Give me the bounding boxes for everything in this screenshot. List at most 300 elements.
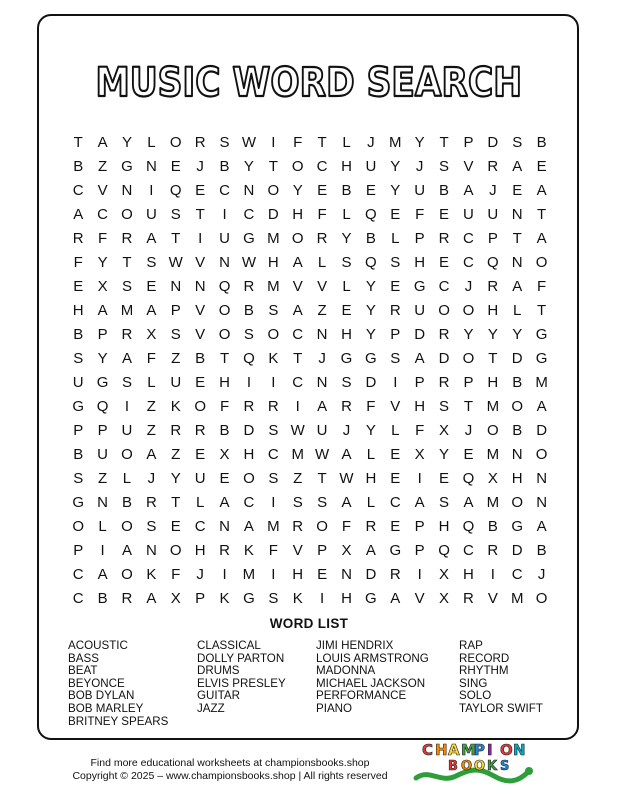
grid-letter[interactable]: J xyxy=(196,565,204,583)
grid-letter[interactable]: U xyxy=(414,301,426,319)
grid-letter[interactable]: V xyxy=(463,157,474,175)
grid-letter[interactable]: B xyxy=(365,229,376,247)
grid-letter[interactable]: Z xyxy=(98,469,108,487)
grid-letter[interactable]: A xyxy=(97,565,108,583)
grid-letter[interactable]: K xyxy=(146,565,157,583)
grid-letter[interactable]: H xyxy=(365,469,377,487)
grid-letter[interactable]: R xyxy=(438,373,450,391)
grid-letter[interactable]: G xyxy=(243,229,255,247)
grid-letter[interactable]: W xyxy=(315,445,330,463)
grid-letter[interactable]: X xyxy=(146,325,157,343)
grid-letter[interactable]: A xyxy=(341,493,352,511)
grid-letter[interactable]: A xyxy=(536,517,547,535)
grid-letter[interactable]: G xyxy=(121,157,133,175)
grid-letter[interactable]: N xyxy=(536,469,548,487)
grid-letter[interactable]: R xyxy=(219,541,230,559)
grid-letter[interactable]: Q xyxy=(365,253,377,271)
grid-letter[interactable]: X xyxy=(439,421,450,439)
grid-letter[interactable]: T xyxy=(293,349,303,367)
grid-letter[interactable]: R xyxy=(487,277,499,295)
grid-letter[interactable]: G xyxy=(535,349,548,367)
grid-letter[interactable]: Z xyxy=(293,469,303,487)
grid-letter[interactable]: S xyxy=(341,253,352,271)
grid-letter[interactable]: S xyxy=(439,157,450,175)
grid-letter[interactable]: S xyxy=(439,397,450,415)
grid-letter[interactable]: F xyxy=(317,205,327,223)
grid-letter[interactable]: A xyxy=(414,493,425,511)
grid-letter[interactable]: A xyxy=(121,541,132,559)
grid-letter[interactable]: X xyxy=(439,565,450,583)
grid-letter[interactable]: N xyxy=(97,493,108,511)
grid-letter[interactable]: A xyxy=(512,157,523,175)
grid-letter[interactable]: O xyxy=(511,493,524,511)
grid-letter[interactable]: E xyxy=(170,517,181,535)
grid-letter[interactable]: R xyxy=(145,493,157,511)
grid-letter[interactable]: E xyxy=(73,277,84,295)
grid-letter[interactable]: R xyxy=(267,397,279,415)
grid-letter[interactable]: M xyxy=(120,301,134,319)
grid-letter[interactable]: V xyxy=(292,541,303,559)
grid-letter[interactable]: Q xyxy=(243,349,255,367)
grid-letter[interactable]: B xyxy=(243,301,254,319)
grid-letter[interactable]: Y xyxy=(292,181,303,199)
grid-letter[interactable]: E xyxy=(195,445,206,463)
grid-letter[interactable]: P xyxy=(97,325,108,343)
grid-letter[interactable]: T xyxy=(171,493,181,511)
grid-letter[interactable]: N xyxy=(219,253,230,271)
grid-letter[interactable]: P xyxy=(170,301,181,319)
grid-letter[interactable]: U xyxy=(121,421,133,439)
grid-letter[interactable]: Q xyxy=(462,469,475,487)
grid-letter[interactable]: O xyxy=(316,517,328,535)
grid-letter[interactable]: Y xyxy=(390,181,401,199)
grid-letter[interactable]: S xyxy=(268,301,279,319)
grid-letter[interactable]: V xyxy=(97,181,108,199)
grid-letter[interactable]: O xyxy=(535,253,548,271)
grid-letter[interactable]: S xyxy=(439,493,450,511)
grid-letter[interactable]: A xyxy=(414,349,425,367)
grid-letter[interactable]: S xyxy=(170,325,181,343)
grid-letter[interactable]: I xyxy=(100,541,105,559)
grid-letter[interactable]: C xyxy=(389,493,401,511)
grid-letter[interactable]: H xyxy=(292,205,304,223)
grid-letter[interactable]: Y xyxy=(414,133,425,151)
grid-letter[interactable]: G xyxy=(413,277,426,295)
grid-letter[interactable]: A xyxy=(146,589,157,607)
grid-letter[interactable]: J xyxy=(342,421,351,439)
grid-letter[interactable]: J xyxy=(147,469,156,487)
grid-letter[interactable]: I xyxy=(271,133,276,151)
grid-letter[interactable]: U xyxy=(414,181,426,199)
grid-letter[interactable]: G xyxy=(365,589,377,607)
grid-letter[interactable]: S xyxy=(341,373,352,391)
grid-letter[interactable]: A xyxy=(341,445,352,463)
grid-letter[interactable]: R xyxy=(487,157,499,175)
grid-letter[interactable]: H xyxy=(267,253,279,271)
grid-letter[interactable]: I xyxy=(417,469,422,487)
grid-letter[interactable]: R xyxy=(72,229,84,247)
grid-letter[interactable]: B xyxy=(73,445,84,463)
grid-letter[interactable]: X xyxy=(487,469,498,487)
grid-letter[interactable]: W xyxy=(241,133,257,151)
grid-letter[interactable]: O xyxy=(121,205,133,223)
grid-letter[interactable]: S xyxy=(390,253,401,271)
grid-letter[interactable]: A xyxy=(97,301,108,319)
grid-letter[interactable]: P xyxy=(73,541,84,559)
grid-letter[interactable]: A xyxy=(219,493,230,511)
grid-letter[interactable]: I xyxy=(198,229,203,247)
grid-letter[interactable]: R xyxy=(389,301,401,319)
grid-letter[interactable]: N xyxy=(145,157,157,175)
grid-letter[interactable]: U xyxy=(365,157,377,175)
grid-letter[interactable]: D xyxy=(511,349,523,367)
grid-letter[interactable]: F xyxy=(341,517,352,535)
grid-letter[interactable]: B xyxy=(73,157,84,175)
grid-letter[interactable]: E xyxy=(390,469,401,487)
grid-letter[interactable]: A xyxy=(463,493,474,511)
grid-letter[interactable]: C xyxy=(292,373,304,391)
grid-letter[interactable]: C xyxy=(194,517,206,535)
grid-letter[interactable]: R xyxy=(121,589,133,607)
grid-letter[interactable]: L xyxy=(98,517,107,535)
grid-letter[interactable]: S xyxy=(73,349,84,367)
grid-letter[interactable]: Y xyxy=(243,157,254,175)
grid-letter[interactable]: I xyxy=(490,565,495,583)
grid-letter[interactable]: Z xyxy=(171,445,181,463)
grid-letter[interactable]: B xyxy=(487,517,498,535)
grid-letter[interactable]: O xyxy=(462,301,475,319)
grid-letter[interactable]: Q xyxy=(96,397,109,415)
grid-letter[interactable]: P xyxy=(317,541,328,559)
grid-letter[interactable]: R xyxy=(438,325,450,343)
grid-letter[interactable]: I xyxy=(295,397,300,415)
grid-letter[interactable]: B xyxy=(512,373,523,391)
grid-letter[interactable]: E xyxy=(390,517,401,535)
grid-letter[interactable]: A xyxy=(146,229,157,247)
grid-letter[interactable]: G xyxy=(389,541,402,559)
grid-letter[interactable]: T xyxy=(463,397,474,415)
grid-letter[interactable]: R xyxy=(243,277,255,295)
grid-letter[interactable]: K xyxy=(219,589,230,607)
grid-letter[interactable]: A xyxy=(243,517,254,535)
grid-letter[interactable]: A xyxy=(121,349,132,367)
grid-letter[interactable]: M xyxy=(267,277,280,295)
grid-letter[interactable]: S xyxy=(121,277,132,295)
grid-letter[interactable]: O xyxy=(218,301,231,319)
grid-letter[interactable]: E xyxy=(365,181,376,199)
grid-letter[interactable]: A xyxy=(146,301,157,319)
grid-letter[interactable]: K xyxy=(292,589,303,607)
grid-letter[interactable]: D xyxy=(267,205,279,223)
grid-letter[interactable]: A xyxy=(463,181,474,199)
grid-letter[interactable]: B xyxy=(97,589,108,607)
grid-letter[interactable]: A xyxy=(73,205,84,223)
grid-letter[interactable]: Y xyxy=(365,421,376,439)
grid-letter[interactable]: E xyxy=(439,253,450,271)
grid-letter[interactable]: P xyxy=(463,133,474,151)
grid-letter[interactable]: S xyxy=(146,517,157,535)
grid-letter[interactable]: U xyxy=(487,205,499,223)
grid-letter[interactable]: N xyxy=(341,565,352,583)
grid-letter[interactable]: A xyxy=(365,541,376,559)
grid-letter[interactable]: H xyxy=(414,253,426,271)
grid-letter[interactable]: I xyxy=(320,589,325,607)
grid-letter[interactable]: D xyxy=(365,373,377,391)
grid-letter[interactable]: Y xyxy=(439,445,450,463)
grid-letter[interactable]: F xyxy=(219,397,230,415)
grid-letter[interactable]: E xyxy=(390,445,401,463)
grid-letter[interactable]: I xyxy=(246,373,252,391)
grid-letter[interactable]: I xyxy=(271,373,276,391)
grid-letter[interactable]: X xyxy=(341,541,352,559)
grid-letter[interactable]: F xyxy=(415,205,425,223)
grid-letter[interactable]: Y xyxy=(170,469,181,487)
grid-letter[interactable]: V xyxy=(390,397,401,415)
grid-letter[interactable]: B xyxy=(536,133,547,151)
grid-letter[interactable]: S xyxy=(170,205,181,223)
grid-letter[interactable]: D xyxy=(487,133,499,151)
grid-letter[interactable]: A xyxy=(390,589,401,607)
grid-letter[interactable]: X xyxy=(97,277,108,295)
grid-letter[interactable]: B xyxy=(219,421,230,439)
grid-letter[interactable]: V xyxy=(292,277,303,295)
grid-letter[interactable]: U xyxy=(72,373,84,391)
grid-letter[interactable]: F xyxy=(171,565,181,583)
grid-letter[interactable]: N xyxy=(219,517,230,535)
grid-letter[interactable]: X xyxy=(170,589,181,607)
grid-letter[interactable]: L xyxy=(147,133,156,151)
grid-letter[interactable]: P xyxy=(463,373,474,391)
grid-letter[interactable]: W xyxy=(241,253,257,271)
grid-letter[interactable]: M xyxy=(486,445,500,463)
grid-letter[interactable]: P xyxy=(390,325,401,343)
grid-letter[interactable]: H xyxy=(194,541,206,559)
grid-letter[interactable]: K xyxy=(268,349,279,367)
grid-letter[interactable]: Y xyxy=(390,157,401,175)
grid-letter[interactable]: Y xyxy=(365,277,376,295)
grid-letter[interactable]: C xyxy=(316,157,328,175)
grid-letter[interactable]: H xyxy=(414,397,426,415)
grid-letter[interactable]: C xyxy=(72,589,84,607)
grid-letter[interactable]: E xyxy=(439,469,450,487)
grid-letter[interactable]: T xyxy=(317,133,327,151)
grid-letter[interactable]: O xyxy=(535,445,548,463)
grid-letter[interactable]: H xyxy=(463,565,474,583)
grid-letter[interactable]: D xyxy=(438,349,450,367)
grid-letter[interactable]: P xyxy=(414,229,425,247)
grid-letter[interactable]: T xyxy=(488,349,498,367)
grid-letter[interactable]: R xyxy=(365,517,377,535)
grid-letter[interactable]: V xyxy=(487,589,498,607)
grid-letter[interactable]: R xyxy=(292,517,304,535)
grid-letter[interactable]: R xyxy=(389,565,401,583)
grid-letter[interactable]: Z xyxy=(98,157,108,175)
grid-letter[interactable]: C xyxy=(219,181,230,199)
grid-letter[interactable]: S xyxy=(317,493,328,511)
grid-letter[interactable]: B xyxy=(73,325,84,343)
grid-letter[interactable]: Q xyxy=(365,205,377,223)
grid-letter[interactable]: Y xyxy=(487,325,498,343)
grid-letter[interactable]: F xyxy=(537,277,547,295)
grid-letter[interactable]: L xyxy=(342,205,351,223)
grid-letter[interactable]: L xyxy=(513,301,522,319)
grid-letter[interactable]: T xyxy=(171,229,181,247)
grid-letter[interactable]: Y xyxy=(365,301,376,319)
grid-letter[interactable]: E xyxy=(195,373,206,391)
grid-letter[interactable]: F xyxy=(293,133,303,151)
grid-letter[interactable]: O xyxy=(291,157,304,175)
grid-letter[interactable]: T xyxy=(537,205,547,223)
grid-letter[interactable]: E xyxy=(219,469,230,487)
grid-letter[interactable]: N xyxy=(316,373,328,391)
grid-letter[interactable]: H xyxy=(72,301,84,319)
grid-letter[interactable]: H xyxy=(438,517,450,535)
grid-letter[interactable]: G xyxy=(72,493,85,511)
grid-letter[interactable]: R xyxy=(463,589,474,607)
grid-letter[interactable]: T xyxy=(537,301,547,319)
grid-letter[interactable]: O xyxy=(291,229,304,247)
grid-letter[interactable]: B xyxy=(536,541,547,559)
grid-letter[interactable]: L xyxy=(122,469,132,487)
grid-letter[interactable]: I xyxy=(124,397,130,415)
grid-letter[interactable]: D xyxy=(243,421,255,439)
grid-letter[interactable]: M xyxy=(242,565,256,583)
grid-letter[interactable]: T xyxy=(268,157,278,175)
grid-letter[interactable]: L xyxy=(195,493,205,511)
grid-letter[interactable]: F xyxy=(268,541,278,559)
grid-letter[interactable]: P xyxy=(73,421,84,439)
grid-letter[interactable]: U xyxy=(97,445,108,463)
grid-letter[interactable]: X xyxy=(414,445,425,463)
grid-letter[interactable]: O xyxy=(487,421,499,439)
grid-letter[interactable]: I xyxy=(222,565,227,583)
grid-letter[interactable]: D xyxy=(511,541,523,559)
grid-letter[interactable]: D xyxy=(365,565,377,583)
grid-letter[interactable]: M xyxy=(535,373,548,391)
grid-letter[interactable]: J xyxy=(464,421,473,439)
grid-letter[interactable]: V xyxy=(414,589,425,607)
grid-letter[interactable]: J xyxy=(464,277,473,295)
grid-letter[interactable]: C xyxy=(72,565,84,583)
grid-letter[interactable]: P xyxy=(414,541,425,559)
grid-letter[interactable]: L xyxy=(366,493,376,511)
grid-letter[interactable]: R xyxy=(170,421,182,439)
grid-letter[interactable]: V xyxy=(195,253,206,271)
grid-letter[interactable]: Q xyxy=(487,253,499,271)
grid-letter[interactable]: A xyxy=(292,253,303,271)
grid-letter[interactable]: Y xyxy=(512,325,523,343)
grid-letter[interactable]: V xyxy=(195,325,206,343)
grid-letter[interactable]: S xyxy=(121,373,132,391)
grid-letter[interactable]: H xyxy=(341,589,352,607)
grid-letter[interactable]: Z xyxy=(317,301,327,319)
grid-letter[interactable]: T xyxy=(122,253,132,271)
grid-letter[interactable]: R xyxy=(341,397,352,415)
grid-letter[interactable]: K xyxy=(170,397,181,415)
grid-letter[interactable]: Q xyxy=(438,541,450,559)
grid-letter[interactable]: T xyxy=(219,349,230,367)
grid-letter[interactable]: U xyxy=(145,205,157,223)
grid-letter[interactable]: F xyxy=(146,349,156,367)
grid-letter[interactable]: J xyxy=(537,565,546,583)
grid-letter[interactable]: B xyxy=(121,493,132,511)
grid-letter[interactable]: I xyxy=(271,565,276,583)
grid-letter[interactable]: W xyxy=(168,253,183,271)
grid-letter[interactable]: S xyxy=(268,469,279,487)
grid-letter[interactable]: F xyxy=(366,397,376,415)
grid-letter[interactable]: N xyxy=(170,277,182,295)
grid-letter[interactable]: E xyxy=(341,301,352,319)
grid-letter[interactable]: R xyxy=(438,229,450,247)
grid-letter[interactable]: O xyxy=(169,133,182,151)
grid-letter[interactable]: M xyxy=(486,493,500,511)
grid-letter[interactable]: H xyxy=(292,565,304,583)
grid-letter[interactable]: U xyxy=(219,229,230,247)
grid-letter[interactable]: M xyxy=(389,133,402,151)
grid-letter[interactable]: B xyxy=(439,181,450,199)
grid-letter[interactable]: Q xyxy=(218,277,231,295)
grid-letter[interactable]: C xyxy=(97,205,108,223)
grid-letter[interactable]: P xyxy=(195,589,206,607)
grid-letter[interactable]: O xyxy=(218,325,231,343)
grid-letter[interactable]: Z xyxy=(146,421,156,439)
grid-letter[interactable]: U xyxy=(194,469,206,487)
grid-letter[interactable]: O xyxy=(72,517,85,535)
grid-letter[interactable]: S xyxy=(146,253,157,271)
grid-letter[interactable]: J xyxy=(415,157,424,175)
grid-letter[interactable]: M xyxy=(510,589,524,607)
grid-letter[interactable]: G xyxy=(340,349,353,367)
grid-letter[interactable]: O xyxy=(121,517,133,535)
grid-letter[interactable]: O xyxy=(511,397,524,415)
grid-letter[interactable]: G xyxy=(96,373,109,391)
grid-letter[interactable]: C xyxy=(511,565,523,583)
grid-letter[interactable]: E xyxy=(390,277,401,295)
grid-letter[interactable]: N xyxy=(121,181,133,199)
grid-letter[interactable]: R xyxy=(121,229,133,247)
grid-letter[interactable]: J xyxy=(318,349,326,367)
grid-letter[interactable]: A xyxy=(317,397,328,415)
grid-letter[interactable]: L xyxy=(366,445,376,463)
grid-letter[interactable]: O xyxy=(121,445,133,463)
grid-letter[interactable]: E xyxy=(536,157,547,175)
grid-letter[interactable]: N xyxy=(511,205,523,223)
grid-letter[interactable]: P xyxy=(487,229,498,247)
grid-letter[interactable]: A xyxy=(97,133,108,151)
grid-letter[interactable]: U xyxy=(316,421,328,439)
grid-letter[interactable]: L xyxy=(391,421,400,439)
grid-letter[interactable]: M xyxy=(267,517,280,535)
grid-letter[interactable]: Y xyxy=(97,349,108,367)
grid-letter[interactable]: E xyxy=(170,157,181,175)
grid-letter[interactable]: L xyxy=(147,373,156,391)
grid-letter[interactable]: F xyxy=(98,229,108,247)
grid-letter[interactable]: H xyxy=(487,373,499,391)
grid-letter[interactable]: I xyxy=(393,373,398,391)
grid-letter[interactable]: N xyxy=(511,445,523,463)
grid-letter[interactable]: D xyxy=(536,421,548,439)
grid-letter[interactable]: O xyxy=(194,397,206,415)
grid-letter[interactable]: S xyxy=(512,133,523,151)
grid-letter[interactable]: S xyxy=(73,469,84,487)
grid-letter[interactable]: V xyxy=(195,301,206,319)
grid-letter[interactable]: M xyxy=(291,445,304,463)
grid-letter[interactable]: L xyxy=(391,229,400,247)
grid-letter[interactable]: N xyxy=(316,325,328,343)
grid-letter[interactable]: H xyxy=(341,325,352,343)
grid-letter[interactable]: H xyxy=(511,469,523,487)
grid-letter[interactable]: C xyxy=(463,253,474,271)
